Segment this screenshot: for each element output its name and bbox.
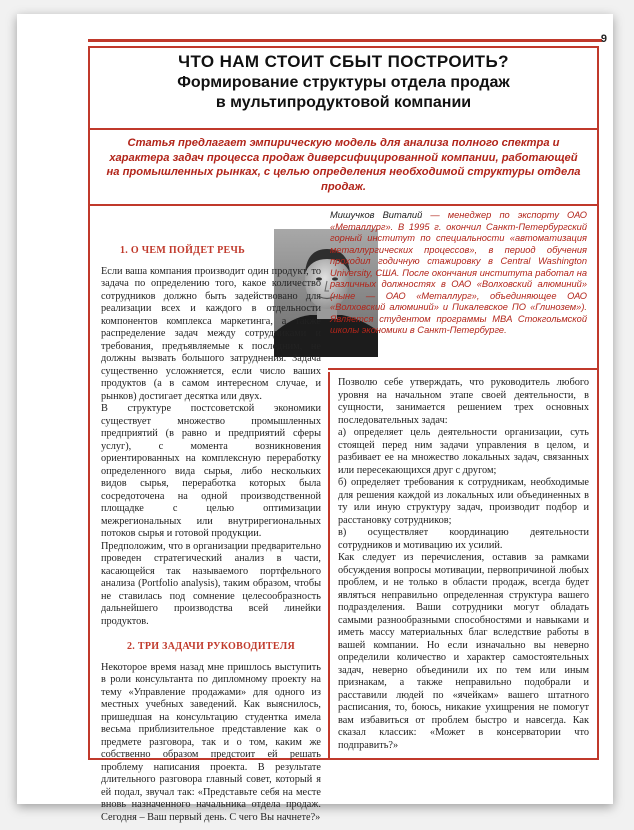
list-item: в) осуществляет координацию деятельности сотрудников и мотивацию их усилий. bbox=[338, 527, 589, 551]
title-line-1: ЧТО НАМ СТОИТ СБЫТ ПОСТРОИТЬ? bbox=[178, 52, 509, 71]
author-name: Мишучков Виталий bbox=[330, 210, 423, 220]
author-bio-text: — менеджер по экспорту ОАО «Металлург». В 1995 г. окончил Санкт-Петербургский горный институт по специальности «автоматизация металлургических процессов», в период обучения проходил годичную стажировку в Central Washington University, США. После окончания института работал на различных должностях в ОАО «Волховский алюминий» (ныне — ОАО «Металлург», объединяющее ОАО «Волховский алюминий» и Пикалевское ПО «Глинозем»). Является студентом программы MBA Стокгольмской школы экономики в Санкт-Петербурге. bbox=[330, 210, 587, 335]
article-title bbox=[88, 51, 599, 113]
right-column bbox=[338, 377, 589, 752]
left-column bbox=[101, 245, 321, 824]
list-item: а) определяет цель деятельности организации, суть стоящей перед ним задачи управления в целом, и разбивает ее на множество локальных задач, связанных или пересекающихся друг с другом; bbox=[338, 427, 589, 476]
paragraph: Позволю себе утверждать, что руководитель любого уровня на начальном этапе своей деятельности, в сущности, занимается решением трех основных последовательных задач: bbox=[338, 377, 589, 426]
title-rule bbox=[88, 128, 599, 130]
section-heading-2: 2. ТРИ ЗАДАЧИ РУКОВОДИТЕЛЯ bbox=[126, 641, 296, 652]
author-bio bbox=[330, 210, 587, 337]
column-divider-vertical bbox=[328, 372, 330, 760]
paragraph: В структуре постсоветской экономики существует множество промышленных предприятий (в равно и предприятий сферы услуг), с момента возникновения ориентированных на комплексную переработку определенного вида сырья, либо нескольких видов сырья, переработка которых была сосредоточена на одной производственной площадке с целью оптимизации межрегиональных или внутрирегиональных потоков сырья и готовой продукции. bbox=[101, 403, 321, 539]
title-line-2: Формирование структуры отдела продаж bbox=[177, 74, 510, 91]
page-number: 9 bbox=[600, 33, 607, 45]
title-line-3: в мультипродуктовой компании bbox=[215, 94, 472, 111]
paragraph: Предположим, что в организации предварительно проведен стратегический анализ в части, касающейся так называемого портфельного анализа (Portfolio analysis), таким образом, чтобы не ставилась под сомнение целесообразность дальнейшего производства всей линейки продуктов. bbox=[101, 540, 321, 627]
column-divider-horizontal bbox=[328, 368, 599, 370]
paragraph: Как следует из перечисления, оставив за рамками обсуждения вопросы мотивации, первопричиной любых проблем, и не только в области продаж, всегда будет являться неправильно определенная структура вашего подразделения. Ваши сотрудники могут обладать самыми разнообразными способностями и навыками и иметь массу материальных благ вследствие работы в вашей компании. Но если изначально вы неверно определили количество и характер самостоятельных задач, неверно объединили их по тем или иным признакам, а также неправильно подобрали и расставили людей по «ячейкам» вашего штатного расписания, то, боюсь, никакие ухищрения не помогут вам избавиться от проблем быстро и навсегда. Как сказал классик: «Может в консерватории что подправить?» bbox=[338, 552, 589, 751]
top-rule bbox=[88, 39, 602, 42]
lead-paragraph: Статья предлагает эмпирическую модель для анализа полного спектра и характера задач процесса продаж диверсифицированной компании, работающей на промышленных рынках, с целью определения необходимой структуры отдела продаж. bbox=[106, 137, 581, 193]
section-heading-1: 1. О ЧЕМ ПОЙДЕТ РЕЧЬ bbox=[119, 245, 245, 256]
list-item: б) определяет требования к сотрудникам, необходимые для решения каждой из локальных или объединенных в ту или иную структуру задач, производит подбор и расстановку сотрудников; bbox=[338, 477, 589, 526]
paragraph: Некоторое время назад мне пришлось выступить в роли консультанта по дипломному проекту на тему «Управление продажами» для одного из местных учебных заведений. Как выяснилось, пришедшая на консультацию студентка имела весьма приблизительное представление как о предмете разговора, так и о том, каким же собственно образом предстоит ей решать проблему написания проекта. В результате длительного разговора главный совет, который я ей подал, звучал так: «Представьте себя на месте вновь назначенного начальника отдела продаж. Сегодня – Ваш первый день. С чего Вы начнете?» bbox=[101, 661, 321, 823]
magazine-page bbox=[17, 14, 613, 823]
paragraph: Если ваша компания производит один продукт, то задача по определению того, какое количество сотрудников должно быть задействовано для реализации всех и каждого в отдельности компонентов комплекса маркетинга, а также распределение задач между сотрудниками и требования, предъявляемые к последним, не должны вызвать большого затруднения. Задача существенно усложняется, если число ваших продуктов (а в самом интересном случае, и рынков) достигает десятка или двух. bbox=[101, 265, 321, 402]
lead-rule bbox=[88, 204, 599, 206]
